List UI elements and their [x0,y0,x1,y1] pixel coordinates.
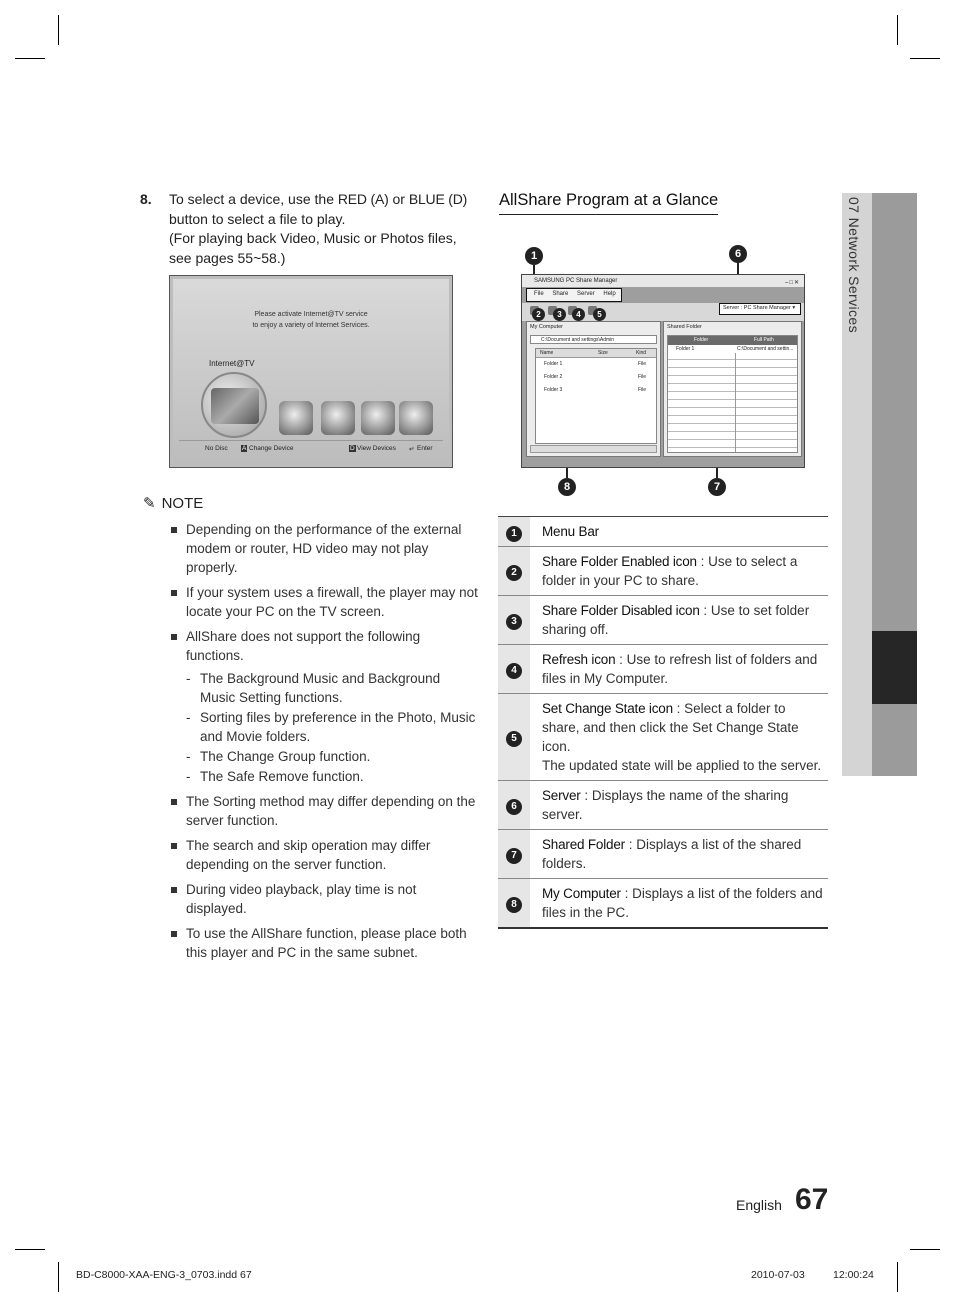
path-combo[interactable]: C:\Document and settings\Admin [530,335,657,344]
callout-1: 1 [525,247,543,265]
note-heading: ✎ NOTE [143,495,204,512]
chapter-label: 07 Network Services [846,197,862,333]
crop-mark [910,58,940,59]
list-item: During video playback, play time is not displayed. [168,880,478,918]
callout-4: 4 [572,308,585,321]
list-item: To use the AllShare function, please place both this player and PC in the same subnet. [168,924,478,962]
crop-mark [910,1249,940,1250]
list-subitem: - The Background Music and Background Music Setting functions. [168,669,478,707]
menu-help[interactable]: Help [603,291,616,297]
step-text: To select a device, use the RED (A) or BLUE (D) button to select a file to play. (For playing back Video, Music or Photos files, see pages 55~58.) [169,191,468,266]
feature-table [498,516,828,929]
video-icon [279,401,313,435]
music-icon [321,401,355,435]
menu-bar [526,288,622,302]
table-row[interactable]: Folder 1 C:\Document and settin... [668,345,797,353]
pc-share-manager-window [521,274,805,468]
crop-mark [897,1262,898,1292]
slug-date: 2010-07-03 [751,1269,805,1281]
slug-time: 12:00:24 [833,1269,874,1281]
table-row: 7 Shared Folder : Displays a list of the shared folders. [498,830,828,879]
key-a-icon: A [242,445,247,452]
window-buttons[interactable]: –□✕ [785,280,800,286]
list-header: Folder Full Path [668,336,797,345]
list-subitem: - The Safe Remove function. [168,767,478,786]
list-item: Depending on the performance of the external modem or router, HD video may not play properly. [168,520,478,577]
enter-icon: ↵ [409,446,415,453]
tv-label: Internet@TV [209,359,255,368]
blue-key: BLUE (D) [408,191,468,207]
file-list [535,348,657,444]
table-row: 1 Menu Bar [498,517,828,547]
menu-file[interactable]: File [534,291,544,297]
table-row: 3 Share Folder Disabled icon : Use to set folder sharing off. [498,596,828,645]
pane-title: Shared Folder [667,324,702,330]
server-dropdown[interactable]: Server : PC Share Manager ▾ [719,303,801,315]
list-item: The Sorting method may differ depending on the server function. [168,792,478,830]
tv-screenshot [169,275,453,468]
list-subitem: - The Change Group function. [168,747,478,766]
callout-5: 5 [593,308,606,321]
list-item: The search and skip operation may differ depending on the server function. [168,836,478,874]
horizontal-scrollbar[interactable] [530,445,657,453]
window-titlebar: SAMSUNG PC Share Manager –□✕ [522,275,804,287]
photo-icon [361,401,395,435]
footer-language: English [736,1197,782,1213]
step-note: (For playing back Video, Music or Photos files, see pages 55~58.) [169,230,457,266]
note-list [168,520,478,968]
menu-share[interactable]: Share [552,291,569,297]
chapter-side-tab [842,193,917,776]
key-d-icon: D [350,445,355,452]
slug-file: BD-C8000-XAA-ENG-3_0703.indd 67 [76,1269,252,1281]
table-row: 5 Set Change State icon : Select a folder to share, and then click the Set Change State icon. The updated state will be applied to the server. [498,694,828,781]
shared-folder-list [667,335,798,453]
table-row: 4 Refresh icon : Use to refresh list of folders and files in My Computer. [498,645,828,694]
table-row[interactable]: Folder 1 File [544,361,647,367]
setup-icon [399,401,433,435]
list-item: AllShare does not support the following functions. [168,627,478,665]
step-number: 8. [140,191,152,207]
list-subitem: - Sorting files by preference in the Photo, Music and Movie folders. [168,708,478,746]
menu-server[interactable]: Server [577,291,595,297]
list-item: If your system uses a firewall, the player may not locate your PC on the TV screen. [168,583,478,621]
table-row: 2 Share Folder Enabled icon : Use to select a folder in your PC to share. [498,547,828,596]
crop-mark [897,15,898,45]
internet-tv-icon [201,372,267,438]
table-row[interactable]: Folder 2 File [544,374,647,380]
table-row[interactable]: Folder 3 File [544,387,647,393]
shared-folder-pane [663,321,802,457]
my-computer-pane [526,321,661,457]
red-key: RED (A) [337,191,389,207]
section-title: AllShare Program at a Glance [499,191,718,215]
pencil-icon: ✎ [143,495,156,512]
crop-mark [15,1249,45,1250]
crop-mark [15,58,45,59]
list-header: Name Size Kind [536,349,656,358]
crop-mark [58,1262,59,1292]
crop-mark [58,15,59,45]
table-row: 8 My Computer : Displays a list of the folders and files in the PC. [498,879,828,929]
page-number: 67 [795,1183,829,1216]
callout-6: 6 [729,245,747,263]
table-row: 6 Server : Displays the name of the sharing server. [498,781,828,830]
step-8 [140,190,480,268]
tv-help-bar: No Disc A Change Device D View Devices ↵ Enter [179,440,443,456]
chapter-marker [872,631,917,704]
callout-7: 7 [708,478,726,496]
tv-message: Please activate Internet@TV service to enjoy a variety of Internet Services. [252,311,370,329]
callout-8: 8 [558,478,576,496]
pane-title: My Computer [530,324,564,330]
callout-3: 3 [553,308,566,321]
callout-2: 2 [532,308,545,321]
